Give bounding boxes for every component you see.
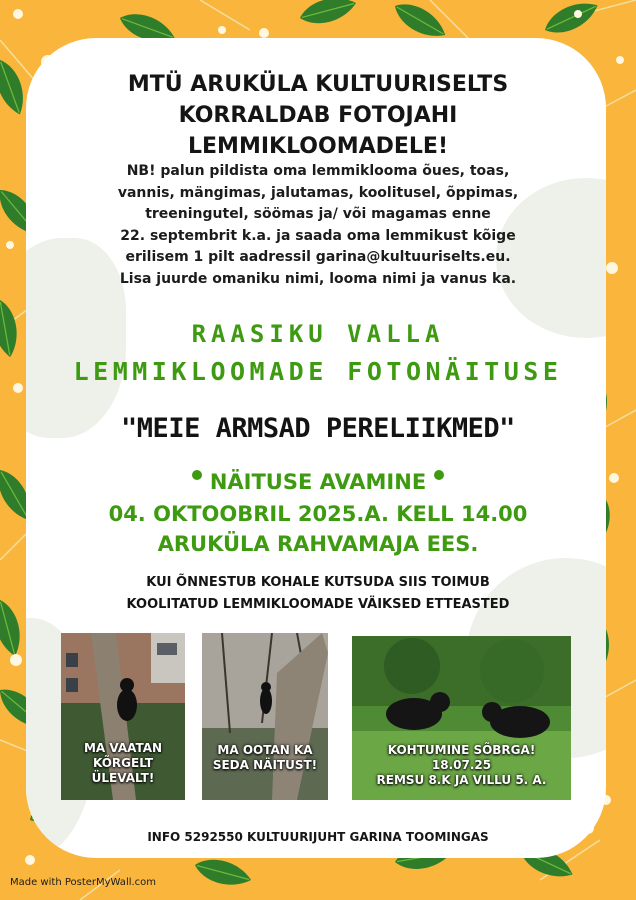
caption-line: MA OOTAN KA [217,743,313,757]
caption-line: MA VAATAN [83,741,163,755]
event-datetime: 04. OKTOOBRIL 2025.A. KELL 14.00 [108,502,528,526]
instructions-paragraph [78,161,558,290]
instruction-line: vannis, mängimas, jalutamas, koolitusel, õppimas, [117,184,519,201]
header-line-2: KORRALDAB FOTOJAHI [178,103,458,128]
bullet-dot-icon [434,470,444,480]
photo-caption [61,741,185,786]
header-line-1: MTÜ ARUKÜLA KULTUURISELTS [127,72,509,97]
caption-line: REMSU 8.K JA VILLU 5. A. [376,773,547,787]
photo-caption [352,743,571,788]
event-location: ARUKÜLA RAHVAMAJA EES. [157,532,479,556]
photo-cat-on-tree [61,633,185,800]
note-line-1: KUI ÕNNESTUB KOHALE KUTSUDA SIIS TOIMUB [146,575,490,590]
opening-text: NÄITUSE AVAMINE [209,470,427,494]
instruction-line: 22. septembrit k.a. ja saada oma lemmikust kõige [120,227,516,244]
cat-on-trunk-image [202,633,328,800]
opening-heading [0,470,636,494]
caption-line: ÜLEVALT! [91,771,155,785]
made-with-credit: Made with PosterMyWall.com [10,877,157,888]
footer-info: INFO 5292550 KULTUURIJUHT GARINA TOOMINGAS [147,830,489,844]
caption-line: KÕRGELT [92,756,154,770]
instruction-line: treeningutel, söömas ja/ või magamas enne [145,206,491,222]
note-line-2: KOOLITATUD LEMMIKLOOMADE VÄIKSED ETTEASTED [126,597,510,612]
exhibition-line-1: RAASIKU VALLA [191,320,445,348]
caption-line: KOHTUMINE SÕBRGA! [387,743,536,757]
bullet-dot-icon [192,470,202,480]
header-line-3: LEMMIKLOOMADELE! [188,134,448,159]
instruction-line: Lisa juurde omaniku nimi, looma nimi ja vanus ka. [119,270,517,287]
photo-cat-on-trunk [202,633,328,800]
instruction-line: NB! palun pildista oma lemmiklooma õues, toas, [126,163,510,179]
caption-line: 18.07.25 [431,758,492,772]
instruction-line: erilisem 1 pilt aadressil garina@kultuuriselts.eu. [125,249,511,265]
photo-two-cats-meeting [352,636,571,800]
exhibition-line-2: LEMMIKLOOMADE FOTONÄITUSE [73,357,563,386]
caption-line: SEDA NÄITUST! [212,758,318,772]
photo-caption [202,743,328,773]
exhibition-name: "MEIE ARMSAD PERELIIKMED" [121,413,515,444]
